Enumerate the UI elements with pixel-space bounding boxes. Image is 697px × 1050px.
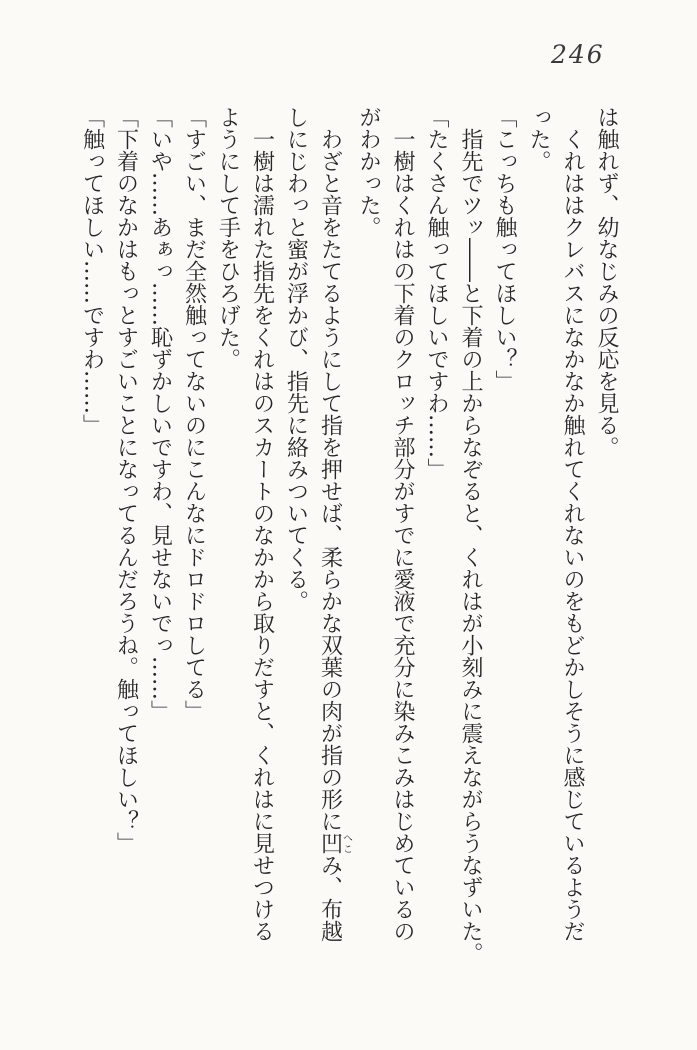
text-line: は触れず、幼なじみの反応を見る。	[594, 106, 619, 458]
text-line: ようにして手をひろげた。	[215, 106, 241, 370]
text-line: しにじわっと蜜が浮かび、指先に絡みついてくる。	[283, 106, 309, 612]
text-line: 「たくさん触ってほしいですわ……」	[424, 106, 449, 480]
text-line: 「いや……あぁっ……恥ずかしいですわ、見せないでっ……」	[147, 106, 173, 722]
text-line: 「すごい、まだ全然触ってないのにこんなにドロドロしてる」	[181, 106, 207, 722]
page-text-block	[75, 106, 624, 982]
text-line: 「こっちも触ってほしい？」	[492, 106, 517, 392]
text-line: 一樹は濡れた指先をくれはのスカートのなかから取りだすと、くれはに見せつける	[249, 106, 275, 942]
text-line: 指先でツッ――と下着の上からなぞると、くれはが小刻みに震えながらうなずいた。	[458, 106, 483, 964]
text-line: った。	[526, 106, 551, 172]
text-line: がわかった。	[356, 106, 381, 238]
text-line: くれははクレバスになかなか触れてくれないのをもどかしそうに感じているようだ	[560, 106, 585, 942]
page-number: 246	[551, 40, 605, 69]
text-line: 一樹はくれはの下着のクロッチ部分がすでに愛液で充分に染みこみはじめているの	[390, 106, 415, 942]
text-line: 「触ってほしい……ですわ……」	[79, 106, 105, 436]
text-line: 「下着のなかはもっとすごいことになってるんだろうね。触ってほしい？」	[113, 106, 139, 854]
text-line: わざと音をたてるようにして指を押せば、柔らかな双葉の肉が指の形に凹へこみ、布越	[317, 106, 352, 942]
furigana-ruby: 凹へこ	[317, 832, 352, 854]
